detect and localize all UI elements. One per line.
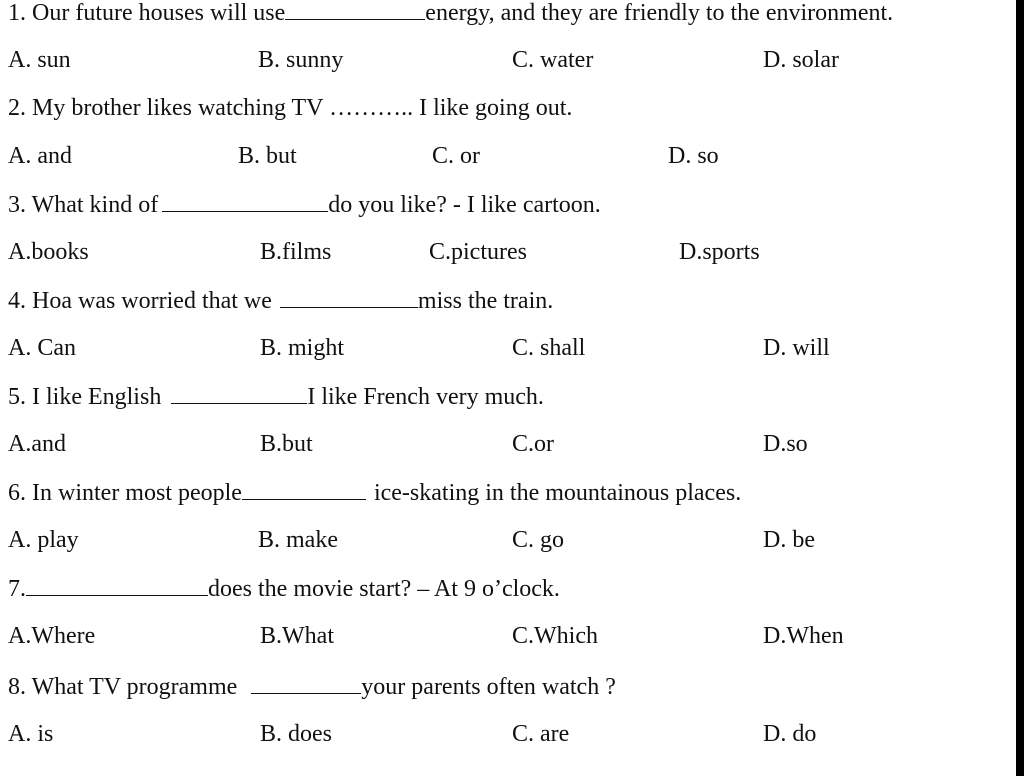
- question-6-text-end: ice-skating in the mountainous places.: [373, 480, 742, 506]
- question-2-text: 2. My brother likes watching TV ……….. I like going out.: [8, 95, 573, 121]
- question-3-option-c: C.pictures: [429, 239, 527, 265]
- question-2-option-d: D. so: [668, 143, 719, 169]
- question-8-option-d: D. do: [763, 721, 817, 747]
- question-6-text-start: 6. In winter most people: [8, 480, 242, 506]
- question-6-option-a: A. play: [8, 527, 79, 553]
- question-6: [8, 477, 741, 507]
- question-2-option-c: C. or: [432, 143, 480, 169]
- question-4-option-a: A. Can: [8, 335, 76, 361]
- question-7-option-c: C.Which: [512, 623, 598, 649]
- question-7-option-a: A.Where: [8, 623, 96, 649]
- question-4-option-d: D. will: [763, 335, 830, 361]
- question-1-option-b: B. sunny: [258, 47, 344, 73]
- question-2-option-a: A. and: [8, 143, 72, 169]
- question-2: [8, 93, 572, 123]
- question-4-option-c: C. shall: [512, 335, 586, 361]
- question-1-option-a: A. sun: [8, 47, 71, 73]
- question-3-option-b: B.films: [260, 239, 332, 265]
- question-5: [8, 381, 544, 411]
- page-edge-border: [1016, 0, 1024, 776]
- question-4-blank: [280, 285, 418, 308]
- question-1-option-d: D. solar: [763, 47, 839, 73]
- question-6-option-d: D. be: [763, 527, 815, 553]
- question-1-text-end: energy, and they are friendly to the environment.: [425, 0, 894, 26]
- question-5-option-d: D.so: [763, 431, 808, 457]
- question-8-text-end: your parents often watch ?: [361, 674, 616, 700]
- question-5-option-b: B.but: [260, 431, 313, 457]
- question-7-text-end: does the movie start? – At 9 o’clock.: [208, 576, 560, 602]
- question-6-blank: [242, 477, 366, 500]
- question-8-option-b: B. does: [260, 721, 332, 747]
- question-7-blank: [26, 573, 208, 596]
- question-1: [8, 0, 893, 27]
- question-8: [8, 671, 616, 701]
- question-7-option-b: B.What: [260, 623, 334, 649]
- question-4-text-end: miss the train.: [417, 288, 554, 314]
- question-5-text-start: 5. I like English: [8, 384, 162, 410]
- question-7: [8, 573, 560, 603]
- question-5-option-c: C.or: [512, 431, 554, 457]
- question-7-option-d: D.When: [763, 623, 844, 649]
- question-3: [8, 189, 601, 219]
- question-3-option-a: A.books: [8, 239, 89, 265]
- question-7-text-start: 7.: [8, 576, 26, 602]
- question-5-text-end: I like French very much.: [307, 384, 544, 410]
- question-3-text-end: do you like? - I like cartoon.: [328, 192, 601, 218]
- question-6-option-b: B. make: [258, 527, 338, 553]
- question-2-option-b: B. but: [238, 143, 297, 169]
- question-8-text-start: 8. What TV programme: [8, 674, 238, 700]
- question-1-option-c: C. water: [512, 47, 594, 73]
- question-4: [8, 285, 553, 315]
- question-5-option-a: A.and: [8, 431, 66, 457]
- question-1-blank: [285, 0, 425, 20]
- question-4-option-b: B. might: [260, 335, 345, 361]
- question-5-blank: [171, 381, 307, 404]
- question-8-option-c: C. are: [512, 721, 570, 747]
- question-4-text-start: 4. Hoa was worried that we: [8, 288, 272, 314]
- question-3-option-d: D.sports: [679, 239, 760, 265]
- question-8-option-a: A. is: [8, 721, 54, 747]
- question-1-text-start: 1. Our future houses will use: [8, 0, 286, 26]
- question-3-text-start: 3. What kind of: [8, 192, 159, 218]
- question-6-option-c: C. go: [512, 527, 565, 553]
- question-8-blank: [251, 671, 361, 694]
- question-3-blank: [162, 189, 328, 212]
